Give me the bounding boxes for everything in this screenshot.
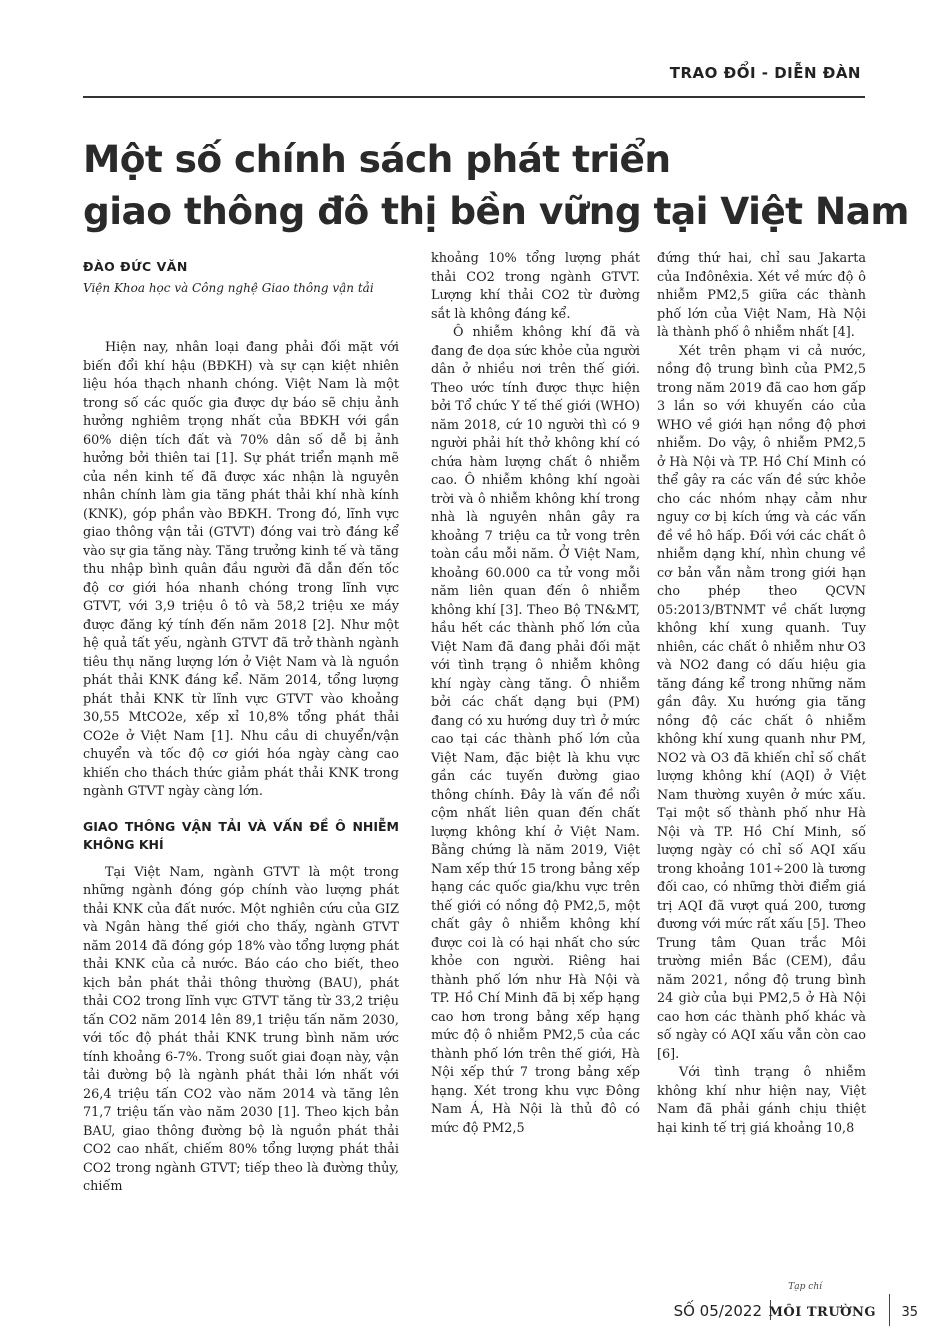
paragraph: Xét trên phạm vi cả nước, nồng độ trung bình của PM2,5 trong năm 2019 đã cao hơn gấp 3 lần so với khuyến cáo của WHO về giới hạn nồng độ phơi nhiễm. Do vậy, ô nhiễm PM2,5 ở Hà Nội và TP. Hồ Chí Minh có thể gây ra các vấn đề sức khỏe cho các nhóm nhạy cảm như nguy cơ bị kích ứng và các vấn đề về hô hấp. Đối với các chất ô nhiễm dạng khí, nhìn chung về cơ bản vẫn nằm trong giới hạn cho phép theo QCVN 05:2013/BTNMT về chất lượng không khí xung quanh. Tuy nhiên, các chất ô nhiễm như O3 và NO2 đang có dấu hiệu gia tăng đáng kể trong những năm gần đây. Xu hướng gia tăng nồng độ các chất ô nhiễm không khí xung quanh như PM, NO2 và O3 đã khiến chỉ số chất lượng không khí (AQI) ở Việt Nam thường xuyên ở mức xấu. Tại một số thành phố như Hà Nội và TP. Hồ Chí Minh, số lượng ngày có chỉ số AQI xấu trong khoảng 101÷200 là tương đối cao, có những thời điểm giá trị AQI đã vượt quá 200, tương đương với mức rất xấu [5]. Theo Trung tâm Quan trắc Môi trường miền Bắc (CEM), đầu năm 2021, nồng độ trung bình 24 giờ của bụi PM2,5 ở Hà Nội cao hơn các thành phố khác và số ngày có AQI xấu vẫn còn cao [6]. — [657, 343, 866, 1062]
column-3 — [657, 250, 866, 1138]
paragraph: Với tình trạng ô nhiễm không khí như hiện nay, Việt Nam đã phải gánh chịu thiệt hại kinh tế trị giá khoảng 10,8 — [657, 1065, 866, 1136]
column-1 — [83, 250, 399, 1197]
title-line-2: giao thông đô thị bền vững tại Việt Nam — [83, 189, 909, 233]
page-footer — [584, 1280, 918, 1320]
paragraph: Ô nhiễm không khí đã và đang đe dọa sức khỏe của người dân ở nhiều nơi trên thế giới. Theo ước tính được thực hiện bởi Tổ chức Y tế thế giới (WHO) năm 2018, cứ 10 người thì có 9 người phải hít thở không khí có chứa hàm lượng chất ô nhiễm cao. Ô nhiễm không khí ngoài trời và ô nhiễm không khí trong nhà là nguyên nhân gây ra khoảng 7 triệu ca tử vong trên toàn cầu mỗi năm. Ở Việt Nam, khoảng 60.000 ca tử vong mỗi năm liên quan đến ô nhiễm không khí [3]. Theo Bộ TN&MT, hầu hết các thành phố lớn của Việt Nam đã đang phải đối mặt với tình trạng ô nhiễm không khí ngày càng tăng. Ô nhiễm bởi các chất dạng bụi (PM) đang có xu hướng duy trì ở mức cao tại các thành phố lớn của Việt Nam, đặc biệt là khu vực gần các tuyến đường giao thông chính. Đây là vấn đề nổi cộm nhất liên quan đến chất lượng không khí ở Việt Nam. Bằng chứng là năm 2019, Việt Nam xếp thứ 15 trong bảng xếp hạng các quốc gia/khu vực trên thế giới có nồng độ PM2,5, một chất gây ô nhiễm không khí được coi là có hại nhất cho sức khỏe con người. Riêng hai thành phố lớn như Hà Nội và TP. Hồ Chí Minh đã bị xếp hạng cao hơn trong bảng xếp hạng mức độ ô nhiễm PM2,5 của các thành phố lớn trên thế giới, Hà Nội xếp thứ 7 trong bảng xếp hạng. Xét trong khu vực Đông Nam Á, Hà Nội là thủ đô có mức độ PM2,5 — [431, 325, 640, 1136]
issue-number: SỐ 05/2022 — [673, 1302, 762, 1320]
magazine-name: MÔI TRƯỜNG — [768, 1305, 876, 1320]
paragraph: khoảng 10% tổng lượng phát thải CO2 trong ngành GTVT. Lượng khí thải CO2 từ đường sắt là không đáng kể. — [431, 251, 640, 322]
page-divider — [889, 1294, 890, 1326]
title-line-1: Một số chính sách phát triển — [83, 137, 671, 181]
paragraph: Hiện nay, nhân loại đang phải đối mặt với biến đổi khí hậu (BĐKH) và sự cạn kiệt nhiên liệu hóa thạch nhanh chóng. Việt Nam là một trong số các quốc gia được dự báo sẽ chịu ảnh hưởng nghiêm trọng nhất của BĐKH với gần 60% diện tích đất và 70% dân số dễ bị ảnh hưởng bởi thiên tai [1]. Sự phát triển mạnh mẽ của nền kinh tế đã được xác nhận là nguyên nhân chính làm gia tăng phát thải khí nhà kính (KNK), góp phần vào BĐKH. Trong đó, lĩnh vực giao thông vận tải (GTVT) đóng vai trò đáng kể vào sự gia tăng này. Tăng trưởng kinh tế và tăng thu nhập bình quân đầu người đã dẫn đến tốc độ cơ giới hóa nhanh chóng trong lĩnh vực GTVT, với 3,9 triệu ô tô và 58,2 triệu xe máy được đăng ký tính đến năm 2018 [2]. Như một hệ quả tất yếu, ngành GTVT đã trở thành ngành tiêu thụ năng lượng lớn ở Việt Nam và là nguồn phát thải KNK đáng kể. Năm 2014, tổng lượng phát thải KNK từ lĩnh vực GTVT vào khoảng 30,55 MtCO2e, xếp xỉ 10,8% tổng phát thải CO2e ở Việt Nam [1]. Nhu cầu di chuyển/vận chuyển và tốc độ cơ giới hóa ngày càng cao khiến cho thách thức giảm phát thải KNK trong ngành GTVT ngày càng lớn. — [83, 340, 399, 799]
paragraph: Tại Việt Nam, ngành GTVT là một trong những ngành đóng góp chính vào lượng phát thải KNK của đất nước. Một nghiên cứu của GIZ và Ngân hàng thế giới cho thấy, ngành GTVT năm 2014 đã đóng góp 18% vào tổng lượng phát thải KNK của cả nước. Báo cáo cho biết, theo kịch bản phát thải thông thường (BAU), phát thải CO2 trong lĩnh vực GTVT tăng từ 33,2 triệu tấn CO2 năm 2014 lên 89,1 triệu tấn năm 2030, với tốc độ phát thải KNK trung bình năm ước tính khoảng 6-7%. Trong suốt giai đoạn này, vận tải đường bộ là ngành phát thải lớn nhất với 26,4 triệu tấn CO2 vào năm 2014 và tăng lên 71,7 triệu tấn vào năm 2030 [1]. Theo kịch bản BAU, giao thông đường bộ là nguồn phát thải CO2 cao nhất, chiếm 80% tổng lượng phát thải CO2 trong ngành GTVT; tiếp theo là đường thủy, chiếm — [83, 864, 399, 1194]
paragraph: đứng thứ hai, chỉ sau Jakarta của Inđônêxia. Xét về mức độ ô nhiễm PM2,5 giữa các thành phố lớn của Việt Nam, Hà Nội là thành phố ô nhiễm nhất [4]. — [657, 251, 866, 340]
column-2 — [431, 250, 640, 1138]
magazine-prefix: Tạp chí — [788, 1282, 822, 1292]
author-affiliation: Viện Khoa học và Công nghệ Giao thông vận tải — [83, 280, 374, 295]
section-heading: GIAO THÔNG VẬN TẢI VÀ VẤN ĐỀ Ô NHIỄM KHÔNG KHÍ — [83, 818, 399, 852]
article-title — [83, 133, 909, 237]
section-label: TRAO ĐỔI - DIỄN ĐÀN — [669, 64, 861, 82]
author-name: ĐÀO ĐỨC VĂN — [83, 259, 188, 274]
page-number: 35 — [901, 1305, 918, 1320]
header-rule — [83, 96, 865, 98]
